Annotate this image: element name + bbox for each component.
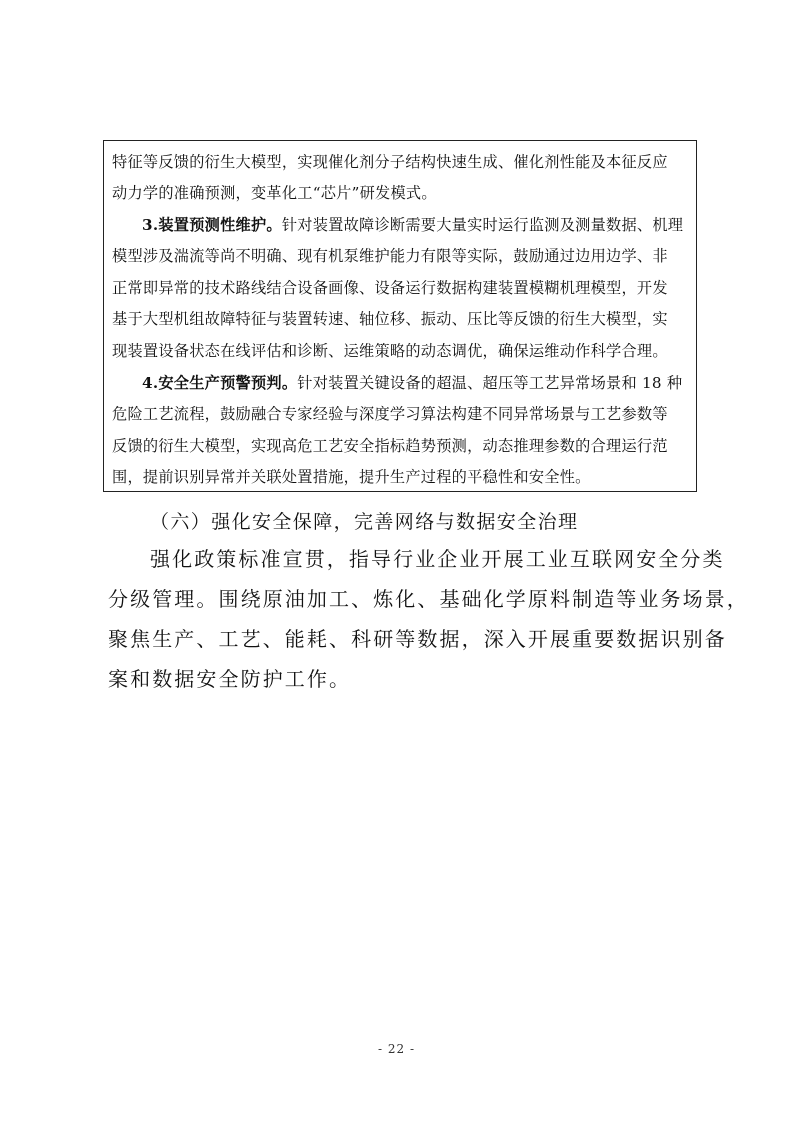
section-heading: （六）强化安全保障，完善网络与数据安全治理: [150, 511, 579, 533]
item-3-title: 3.装置预测性维护。: [142, 216, 282, 234]
box-line: 特征等反馈的衍生大模型，实现催化剂分子结构快速生成、催化剂性能及本征反应: [112, 153, 668, 171]
box-line: 现装置设备状态在线评估和诊断、运维策略的动态调优，确保运维动作科学合理。: [112, 342, 668, 360]
body-line: 强化政策标准宣贯，指导行业企业开展工业互联网安全分类: [150, 547, 725, 571]
box-line: 反馈的衍生大模型，实现高危工艺安全指标趋势预测，动态推理参数的合理运行范: [112, 437, 668, 455]
item-4-paragraph-start: [142, 373, 682, 393]
item-4-text: 针对装置关键设备的超温、超压等工艺异常场景和 18 种: [297, 374, 683, 392]
page-number: - 22 -: [377, 1042, 415, 1056]
box-line: 围，提前识别异常并关联处置措施，提升生产过程的平稳性和安全性。: [112, 468, 591, 486]
box-line: 模型涉及湍流等尚不明确、现有机泵维护能力有限等实际，鼓励通过边用边学、非: [112, 247, 668, 265]
item-3-text: 针对装置故障诊断需要大量实时运行监测及测量数据、机理: [281, 216, 684, 234]
body-line: 案和数据安全防护工作。: [108, 667, 352, 691]
text-box: [103, 140, 697, 492]
box-line: 基于大型机组故障特征与装置转速、轴位移、振动、压比等反馈的衍生大模型，实: [112, 310, 668, 328]
box-line: 正常即异常的技术路线结合设备画像、设备运行数据构建装置模糊机理模型，开发: [112, 279, 668, 297]
item-3-paragraph-start: [142, 215, 683, 235]
box-line: 危险工艺流程，鼓励融合专家经验与深度学习算法构建不同异常场景与工艺参数等: [112, 405, 668, 423]
box-line: 动力学的准确预测，变革化工“芯片”研发模式。: [112, 184, 437, 202]
item-4-title: 4.安全生产预警预判。: [142, 374, 298, 392]
body-line: 分级管理。围绕原油加工、炼化、基础化学原料制造等业务场景，: [108, 587, 749, 611]
body-line: 聚焦生产、工艺、能耗、科研等数据，深入开展重要数据识别备: [108, 627, 727, 651]
